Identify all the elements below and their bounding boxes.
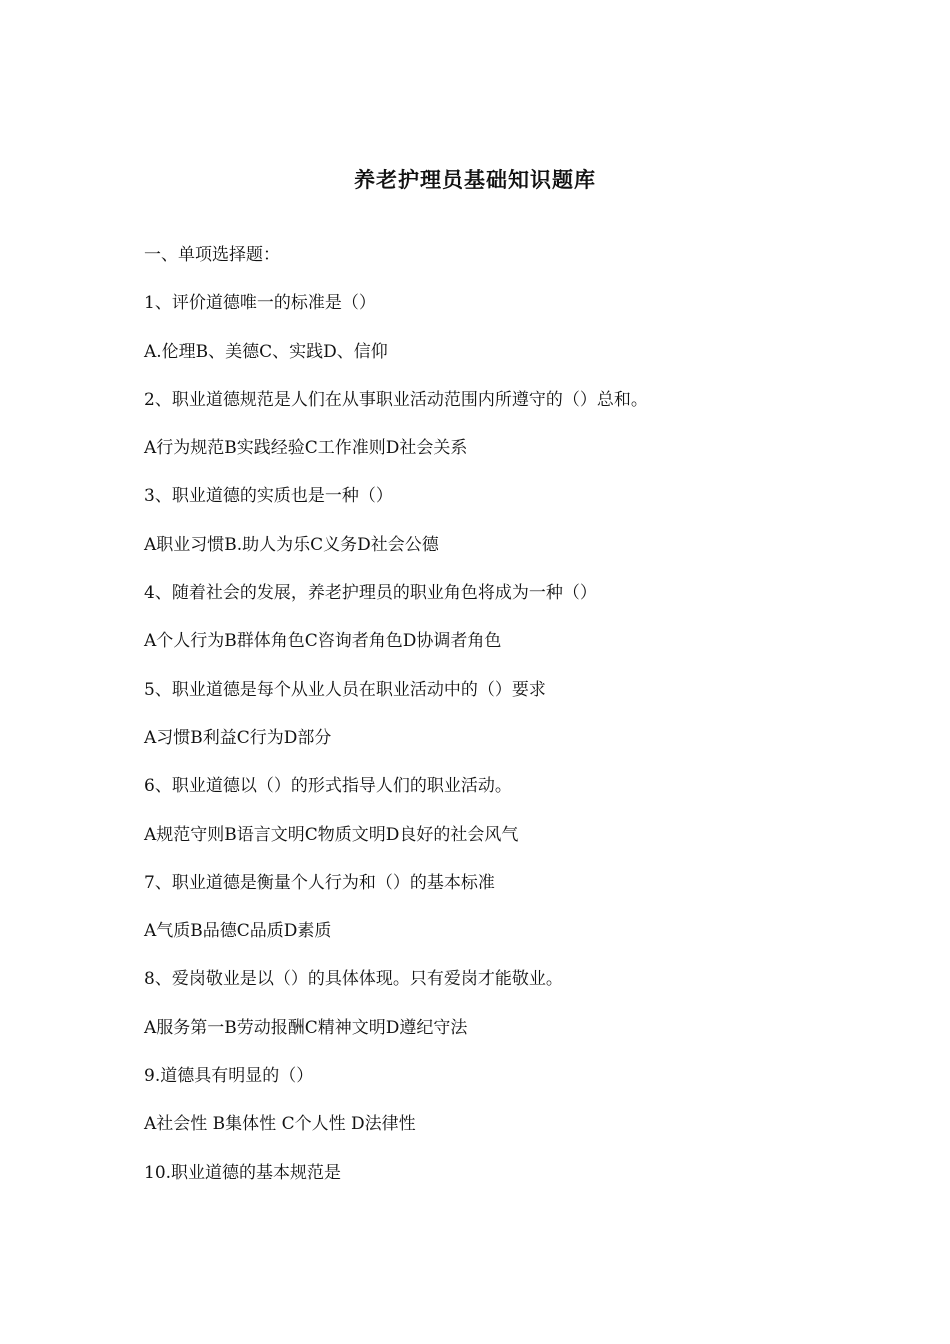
question-text: 5、职业道德是每个从业人员在职业活动中的（）要求 xyxy=(144,679,546,700)
answer-options: A社会性 B集体性 C个人性 D法律性 xyxy=(144,1114,416,1135)
question-text: 1、评价道德唯一的标准是（） xyxy=(144,293,376,314)
answer-options: A行为规范B实践经验C工作准则D社会关系 xyxy=(144,438,468,459)
question-text: 6、职业道德以（）的形式指导人们的职业活动。 xyxy=(144,776,512,797)
answer-options: A.伦理B、美德C、实践D、信仰 xyxy=(144,341,388,362)
answer-options: A规范守则B语言文明C物质文明D良好的社会风气 xyxy=(144,824,519,845)
answer-options: A习惯B利益C行为D部分 xyxy=(144,727,332,748)
section-heading: 一、单项选择题： xyxy=(144,245,280,265)
question-text: 7、职业道德是衡量个人行为和（）的基本标准 xyxy=(144,872,495,893)
question-text: 8、爱岗敬业是以（）的具体体现。只有爱岗才能敬业。 xyxy=(144,969,563,990)
answer-options: A个人行为B群体角色C咨询者角色D协调者角色 xyxy=(144,631,502,652)
question-text: 2、职业道德规范是人们在从事职业活动范围内所遵守的（）总和。 xyxy=(144,389,648,410)
question-text: 4、随着社会的发展，养老护理员的职业角色将成为一种（） xyxy=(144,583,597,604)
document-title: 养老护理员基础知识题库 xyxy=(354,167,596,192)
answer-options: A气质B品德C品质D素质 xyxy=(144,921,332,942)
question-text: 9.道德具有明显的（） xyxy=(144,1066,314,1087)
question-text: 3、职业道德的实质也是一种（） xyxy=(144,486,393,507)
question-text: 10.职业道德的基本规范是 xyxy=(144,1162,342,1183)
question-list xyxy=(144,240,844,1206)
answer-options: A职业习惯B.助人为乐C义务D社会公德 xyxy=(144,534,439,555)
answer-options: A服务第一B劳动报酬C精神文明D遵纪守法 xyxy=(144,1017,468,1038)
